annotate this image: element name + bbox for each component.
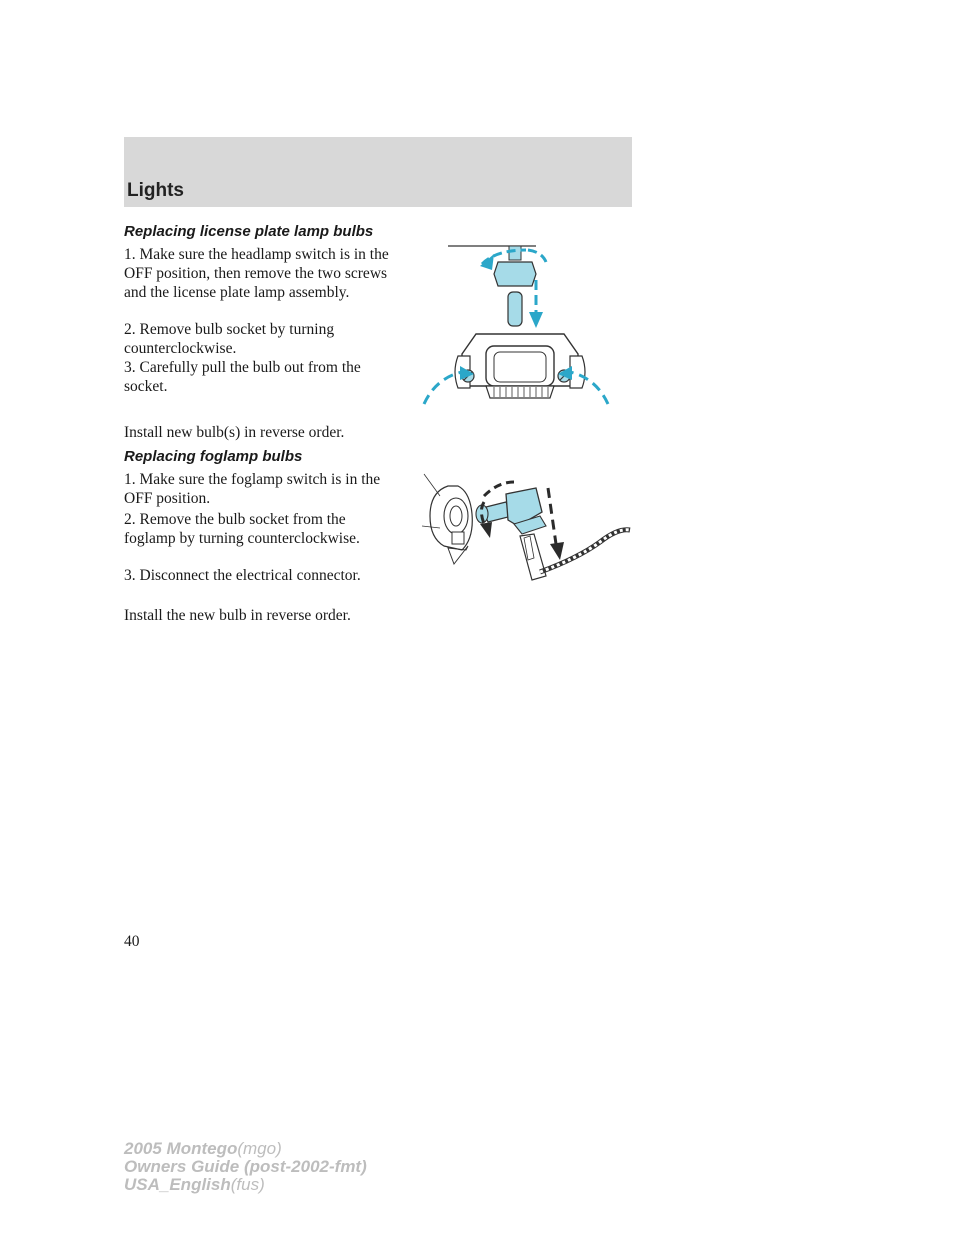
footer-line-1 xyxy=(124,1140,367,1158)
license-plate-step-3: 3. Carefully pull the bulb out from the socket. xyxy=(124,359,361,395)
footer-line-3 xyxy=(124,1176,367,1194)
header-band xyxy=(124,137,632,207)
foglamp-illustration xyxy=(418,468,636,594)
license-plate-step-2: 2. Remove bulb socket by turning counterclockwise. xyxy=(124,321,335,357)
footer-language-code: (fus) xyxy=(230,1175,265,1194)
foglamp-closing: Install the new bulb in reverse order. xyxy=(124,607,351,624)
footer-model: 2005 Montego xyxy=(124,1139,238,1158)
license-plate-heading: Replacing license plate lamp bulbs xyxy=(124,223,374,240)
footer xyxy=(124,1140,367,1194)
footer-language: USA_English xyxy=(124,1175,231,1194)
foglamp-step-1: 1. Make sure the foglamp switch is in the OFF position. xyxy=(124,471,381,507)
foglamp-step-2: 2. Remove the bulb socket from the foglamp by turning counterclockwise. xyxy=(124,511,360,547)
license-plate-closing: Install new bulb(s) in reverse order. xyxy=(124,424,345,441)
footer-guide: Owners Guide (post-2002-fmt) xyxy=(124,1157,367,1176)
foglamp-step-3: 3. Disconnect the electrical connector. xyxy=(124,567,361,584)
license-plate-lamp-illustration xyxy=(418,238,618,410)
foglamp-heading: Replacing foglamp bulbs xyxy=(124,448,303,465)
page-number: 40 xyxy=(124,933,140,950)
footer-model-code: (mgo) xyxy=(237,1139,282,1158)
license-plate-step-1: 1. Make sure the headlamp switch is in the OFF position, then remove the two screws and the license plate lamp assembly. xyxy=(124,246,389,301)
section-title: Lights xyxy=(127,180,184,201)
footer-line-2 xyxy=(124,1158,367,1176)
